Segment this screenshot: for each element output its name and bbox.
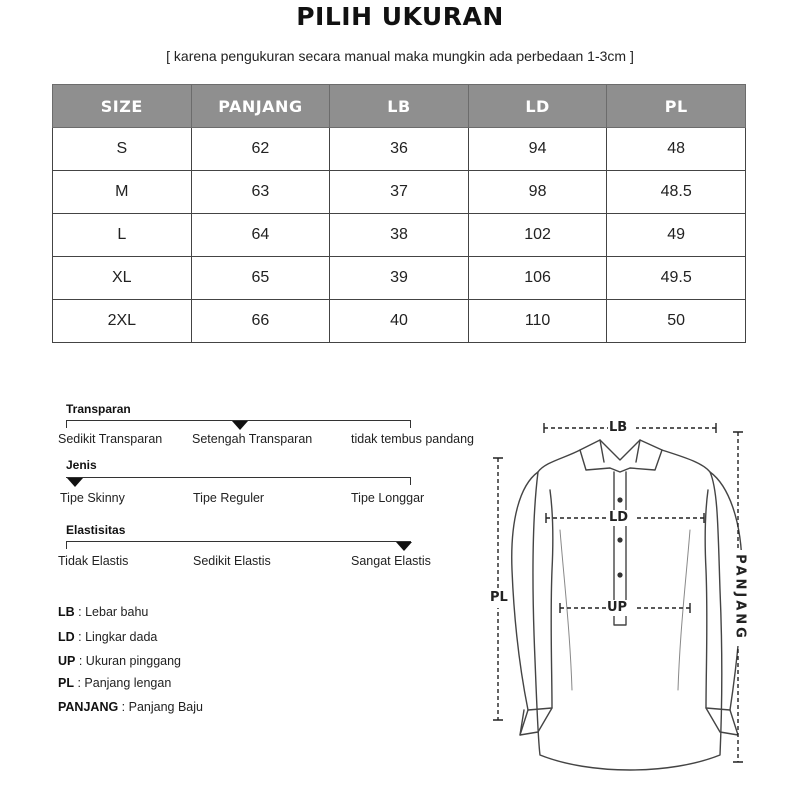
cell-ld: 98 (468, 171, 607, 214)
cell-size: S (53, 128, 192, 171)
cell-panjang: 64 (191, 214, 330, 257)
legend-desc: : Ukuran pinggang (75, 654, 182, 668)
transparan-tick-end (410, 420, 411, 428)
pl-label: PL (490, 590, 508, 605)
cell-ld: 110 (468, 300, 607, 343)
elastisitas-scale-title: Elastisitas (66, 523, 126, 537)
cell-panjang: 65 (191, 257, 330, 300)
legend-item (58, 605, 148, 619)
left-cuff (520, 708, 552, 735)
cell-pl: 48.5 (607, 171, 746, 214)
page-title: PILIH UKURAN (296, 2, 504, 31)
elastisitas-option-tidak: Tidak Elastis (58, 554, 129, 568)
legend-abbr: PANJANG (58, 700, 119, 714)
legend-item (58, 630, 157, 644)
elastisitas-option-sangat: Sangat Elastis (351, 554, 431, 568)
header-ld: LD (468, 85, 607, 128)
jenis-scale-line (66, 477, 411, 478)
legend-desc: : Lingkar dada (74, 630, 158, 644)
left-sleeve (512, 472, 553, 710)
header-lb: LB (330, 85, 469, 128)
cell-panjang: 62 (191, 128, 330, 171)
cell-lb: 39 (330, 257, 469, 300)
transparan-option-tidak-tembus: tidak tembus pandang (351, 432, 475, 446)
table-header-row (53, 85, 746, 128)
legend-abbr: LB (58, 605, 75, 619)
cell-lb: 36 (330, 128, 469, 171)
cell-lb: 37 (330, 171, 469, 214)
elastisitas-scale-line (66, 541, 411, 542)
legend-desc: : Panjang Baju (118, 700, 203, 714)
jenis-scale-title: Jenis (66, 458, 97, 472)
legend-item (58, 700, 203, 714)
legend-abbr: LD (58, 630, 75, 644)
lb-label: LB (609, 420, 628, 435)
header-pl: PL (607, 85, 746, 128)
cell-pl: 49.5 (607, 257, 746, 300)
cell-size: 2XL (53, 300, 192, 343)
table-row (53, 257, 746, 300)
table-row (53, 171, 746, 214)
legend-item (58, 654, 181, 668)
table-row (53, 128, 746, 171)
ld-label: LD (609, 510, 629, 525)
jenis-option-longgar: Tipe Longgar (351, 491, 425, 505)
cell-size: M (53, 171, 192, 214)
transparan-scale-title: Transparan (66, 402, 131, 416)
legend-abbr: PL (58, 676, 74, 690)
elastisitas-option-sedikit: Sedikit Elastis (193, 554, 271, 568)
cell-pl: 48 (607, 128, 746, 171)
legend-desc: : Panjang lengan (73, 676, 172, 690)
cell-size: XL (53, 257, 192, 300)
size-chart-table (52, 84, 746, 343)
elastisitas-tick-start (66, 541, 67, 549)
header-panjang: PANJANG (191, 85, 330, 128)
collar (580, 440, 662, 472)
measurement-note: [ karena pengukuran secara manual maka mungkin ada perbedaan 1-3cm ] (166, 48, 634, 64)
jenis-option-skinny: Tipe Skinny (60, 491, 125, 505)
transparan-tick-start (66, 420, 67, 428)
cell-size: L (53, 214, 192, 257)
cell-panjang: 66 (191, 300, 330, 343)
transparan-option-setengah: Setengah Transparan (192, 432, 313, 446)
legend-desc: : Lebar bahu (74, 605, 149, 619)
cell-ld: 106 (468, 257, 607, 300)
header-size: SIZE (53, 85, 192, 128)
legend-item (58, 676, 171, 690)
transparan-selected-marker (232, 421, 248, 430)
transparan-option-sedikit: Sedikit Transparan (58, 432, 163, 446)
cell-pl: 50 (607, 300, 746, 343)
up-label: UP (607, 600, 628, 615)
table-row (53, 300, 746, 343)
cell-ld: 102 (468, 214, 607, 257)
table-row (53, 214, 746, 257)
cell-ld: 94 (468, 128, 607, 171)
cell-lb: 38 (330, 214, 469, 257)
panjang-label: PANJANG (732, 554, 748, 641)
jenis-option-reguler: Tipe Reguler (193, 491, 265, 505)
cell-pl: 49 (607, 214, 746, 257)
jenis-tick-end (410, 477, 411, 485)
cell-lb: 40 (330, 300, 469, 343)
cell-panjang: 63 (191, 171, 330, 214)
jenis-selected-marker (67, 478, 83, 487)
elastisitas-selected-marker (396, 542, 412, 551)
legend-abbr: UP (58, 654, 76, 668)
